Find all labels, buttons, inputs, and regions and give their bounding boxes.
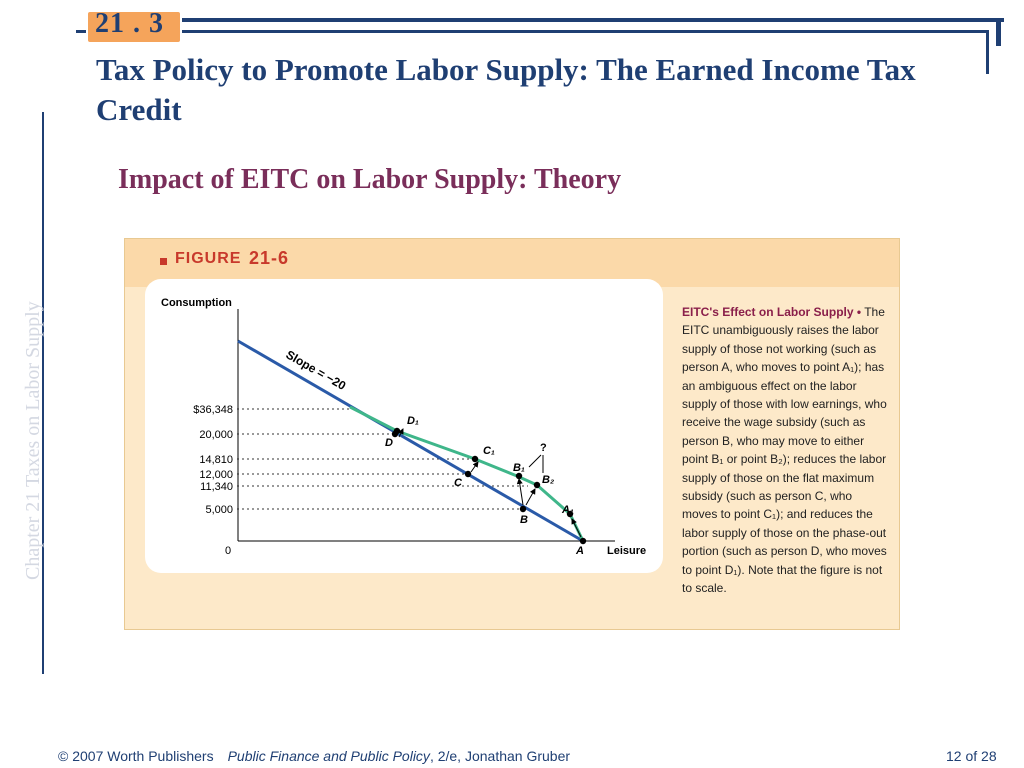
y-tick-5000: 5,000 (205, 504, 233, 516)
header-rule-bottom (182, 30, 988, 33)
caption-body: The EITC unambiguously raises the labor supply of those not working (such as person A, who moves to point A₁); has an ambiguous effect on the labor supply of those with low earnings, who receive the wage subsidy (such as person B, who may move to either point B₁ or point B₂); reduces the labor supply of those on the flat maximum subsidy (such as person C, who moves to point C₁); and reduces the labor supply of those on the phase-out portion (such as person D, who moves to point D₁). Note that the figure is not to scale. (682, 305, 887, 596)
original-budget-line (238, 341, 583, 541)
question-leader-1 (529, 455, 541, 467)
footer-book-title: Public Finance and Public Policy (227, 748, 430, 764)
arrow-C-C1 (471, 462, 478, 472)
page-number: 12 of 28 (946, 748, 997, 764)
y-tick-20000: 20,000 (199, 429, 233, 441)
section-number: 21 . 3 (95, 8, 164, 39)
point-A (580, 538, 586, 544)
footer (58, 748, 570, 764)
label-B2: B₂ (542, 474, 555, 486)
header-rule-left (76, 30, 86, 33)
figure-number: 21-6 (249, 248, 290, 268)
point-C1 (472, 456, 478, 462)
y-tick-12000: 12,000 (199, 469, 233, 481)
figure-caption (682, 303, 888, 598)
header-rule-corner-inner (986, 30, 989, 74)
chart-card (145, 279, 663, 573)
label-C1: C₁ (483, 445, 495, 457)
point-C (465, 471, 471, 477)
label-A1: A₁ (562, 504, 574, 516)
eitc-chart (145, 279, 663, 573)
label-D1: D₁ (407, 415, 419, 427)
page-title: Tax Policy to Promote Labor Supply: The Earned Income Tax Credit (96, 52, 916, 127)
header-rule-top (182, 18, 1004, 22)
slope-label: Slope = −20 (283, 347, 349, 393)
label-B: B (520, 514, 528, 526)
label-D: D (385, 437, 393, 449)
arrow-B-B2 (526, 489, 535, 505)
figure-label: FIGURE (175, 250, 242, 267)
arrow-B-B1 (519, 479, 523, 505)
label-A: A (576, 545, 584, 557)
origin-label: 0 (225, 545, 232, 557)
figure-bullet-icon (160, 258, 167, 265)
figure-panel (124, 238, 900, 630)
y-tick-36348: $36,348 (193, 404, 233, 416)
footer-edition-author: , 2/e, Jonathan Gruber (429, 748, 571, 764)
label-C: C (454, 477, 462, 489)
label-B1: B₁ (513, 462, 525, 474)
y-tick-11340: 11,340 (200, 481, 233, 493)
point-B2 (534, 482, 540, 488)
chapter-side-label: Chapter 21 Taxes on Labor Supply (22, 301, 44, 580)
label-question: ? (540, 442, 547, 454)
slide-subtitle: Impact of EITC on Labor Supply: Theory (118, 164, 622, 195)
header-rule-corner (996, 18, 1001, 46)
x-axis-label: Leisure (607, 545, 647, 557)
y-axis-label: Consumption (161, 297, 232, 309)
footer-copyright: © 2007 Worth Publishers (58, 748, 214, 764)
point-B (520, 506, 526, 512)
caption-title: EITC's Effect on Labor Supply • (682, 305, 862, 319)
y-tick-14810: 14,810 (199, 454, 233, 466)
